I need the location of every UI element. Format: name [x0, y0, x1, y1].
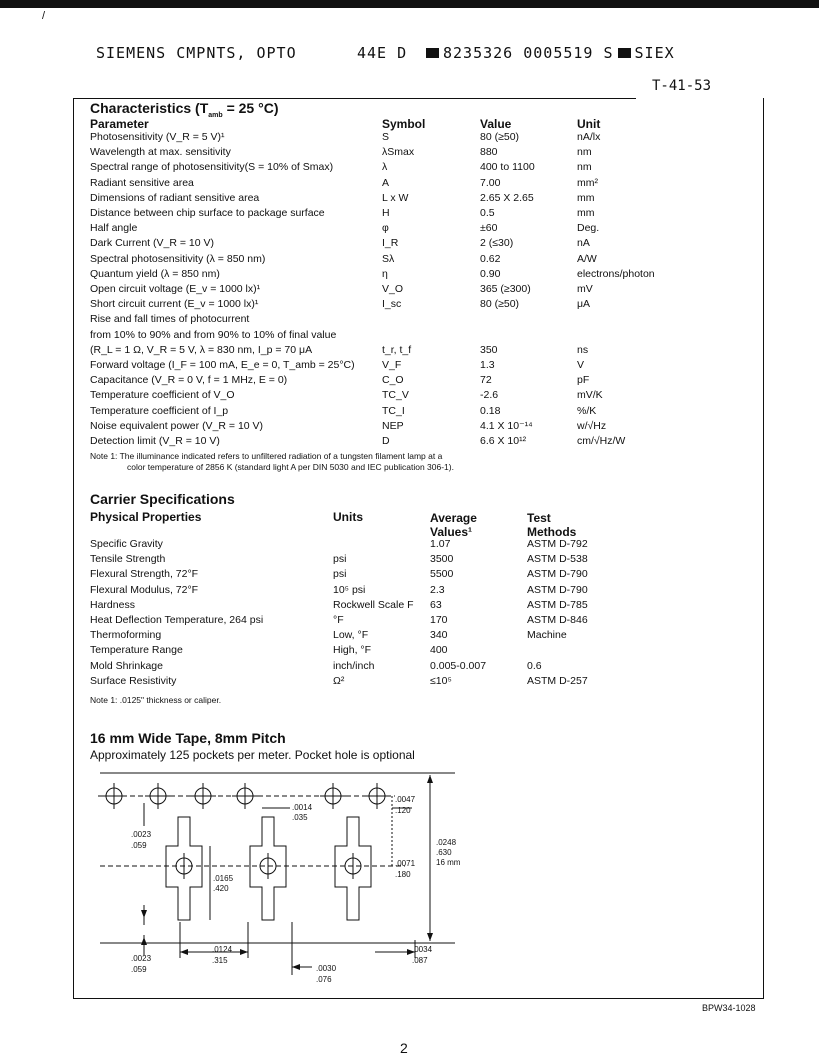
carrier-cell-prop: Surface Resistivity — [90, 674, 177, 687]
carrier-cell-avg: 0.005-0.007 — [430, 659, 487, 672]
characteristics-cell-symbol: I_sc — [382, 298, 402, 311]
dim-label: .0124 — [212, 945, 233, 954]
characteristics-cell-param: Capacitance (V_R = 0 V, f = 1 MHz, E = 0) — [90, 374, 288, 387]
characteristics-cell-value: 2.65 X 2.65 — [480, 191, 534, 204]
arrowhead — [427, 775, 433, 783]
characteristics-cell-symbol: C_O — [382, 374, 404, 387]
carrier-title: Carrier Specifications — [90, 491, 235, 507]
characteristics-cell-param: Distance between chip surface to package surface — [90, 207, 325, 219]
carrier-cell-units: psi — [333, 568, 347, 581]
tape-title: 16 mm Wide Tape, 8mm Pitch — [90, 730, 286, 746]
characteristics-cell-param: from 10% to 90% and from 90% to 10% of final value — [90, 328, 337, 341]
characteristics-cell-value: 400 to 1100 — [480, 161, 535, 174]
col-header-value: Value — [480, 117, 512, 131]
dim-label: .180 — [395, 870, 411, 879]
characteristics-cell-symbol: t_r, t_f — [382, 343, 412, 356]
dim-label: 16 mm — [436, 858, 461, 867]
header-code: 44E D — [357, 44, 408, 62]
carrier-col-units: Units — [333, 510, 363, 524]
carrier-cell-prop: Heat Deflection Temperature, 264 psi — [90, 614, 264, 626]
carrier-cell-units: Low, °F — [333, 629, 369, 642]
characteristics-cell-unit: mm — [577, 207, 595, 219]
carrier-col-average-2: Values¹ — [430, 525, 473, 539]
carrier-cell-test: ASTM D-790 — [527, 583, 588, 596]
characteristics-cell-param: Dimensions of radiant sensitive area — [90, 191, 260, 204]
characteristics-cell-param: Quantum yield (λ = 850 nm) — [90, 267, 220, 280]
carrier-cell-prop: Flexural Modulus, 72°F — [90, 583, 199, 596]
characteristics-cell-param: Photosensitivity (V_R = 5 V)¹ — [90, 131, 225, 143]
characteristics-cell-param: Temperature coefficient of I_p — [90, 404, 229, 417]
characteristics-cell-symbol: I_R — [382, 237, 399, 250]
characteristics-cell-param: Wavelength at max. sensitivity — [90, 146, 231, 159]
characteristics-cell-value: 350 — [480, 343, 498, 356]
carrier-cell-test: ASTM D-257 — [527, 674, 588, 687]
dim-label: .0030 — [316, 964, 337, 973]
carrier-cell-test: ASTM D-792 — [527, 538, 588, 550]
carrier-cell-prop: Hardness — [90, 598, 135, 611]
characteristics-cell-symbol: η — [382, 267, 388, 280]
characteristics-cell-unit: %/K — [577, 404, 597, 417]
scan-mark: / — [42, 10, 46, 22]
carrier-cell-units: Ω² — [333, 674, 345, 687]
characteristics-title: Characteristics ($T_{amb} = 25$ °C) — [90, 100, 279, 120]
characteristics-cell-symbol: L x W — [382, 191, 409, 204]
page-mark: 2 — [400, 1040, 408, 1056]
characteristics-cell-param: Spectral range of photosensitivity(S = 10% of Smax) — [90, 161, 334, 174]
characteristics-cell-unit: ns — [577, 343, 589, 356]
characteristics-cell-param: Short circuit current (E_v = 1000 lx)¹ — [90, 298, 259, 311]
characteristics-cell-param: Open circuit voltage (E_v = 1000 lx)¹ — [90, 283, 261, 295]
header-number: 8235326 0005519 S — [443, 44, 614, 62]
characteristics-cell-unit: mV/K — [577, 389, 603, 402]
dim-label: .630 — [436, 848, 452, 857]
characteristics-cell-unit: nm — [577, 161, 592, 174]
arrowhead — [427, 933, 433, 941]
carrier-cell-test: ASTM D-790 — [527, 568, 588, 581]
carrier-cell-avg: ≤10⁵ — [430, 674, 452, 687]
characteristics-cell-symbol: A — [382, 176, 390, 189]
arrowhead — [240, 949, 248, 955]
characteristics-cell-unit: pF — [577, 374, 590, 387]
dim-label: .0047 — [395, 795, 416, 804]
carrier-cell-units: Rockwell Scale F — [333, 598, 414, 611]
carrier-cell-prop: Temperature Range — [90, 644, 183, 657]
dim-label: .076 — [316, 975, 332, 984]
characteristics-cell-value: 2 (≤30) — [480, 237, 514, 250]
characteristics-cell-param: Dark Current (V_R = 10 V) — [90, 237, 215, 250]
carrier-cell-prop: Thermoforming — [90, 629, 162, 642]
dim-label: .0248 — [436, 838, 457, 847]
carrier-cell-avg: 5500 — [430, 568, 454, 581]
carrier-cell-prop: Mold Shrinkage — [90, 659, 163, 672]
header-siex: SIEX — [634, 44, 675, 62]
arrowhead — [180, 949, 188, 955]
sprocket-hole — [320, 783, 346, 809]
characteristics-cell-unit: V — [577, 359, 585, 371]
carrier-cell-test: 0.6 — [527, 659, 542, 672]
characteristics-cell-param: Forward voltage (I_F = 100 mA, E_e = 0, T_amb = 25°C) — [90, 359, 355, 371]
characteristics-cell-unit: mm — [577, 191, 595, 204]
arrowhead — [141, 937, 147, 945]
carrier-cell-test: ASTM D-785 — [527, 598, 588, 611]
characteristics-cell-unit: Deg. — [577, 222, 600, 235]
dim-label: .0034 — [412, 945, 433, 954]
carrier-cell-units: High, °F — [333, 644, 372, 657]
col-header-unit: Unit — [577, 117, 601, 131]
characteristics-cell-symbol: TC_V — [382, 389, 409, 402]
dim-label: .0023 — [131, 954, 152, 963]
doc-ref: T-41-53 — [652, 78, 712, 94]
carrier-cell-units: psi — [333, 553, 347, 566]
characteristics-cell-value: 80 (≥50) — [480, 131, 520, 143]
carrier-cell-test: ASTM D-538 — [527, 553, 588, 566]
carrier-col-average: Average — [430, 511, 477, 525]
characteristics-cell-unit: A/W — [577, 252, 597, 265]
carrier-cell-avg: 2.3 — [430, 583, 445, 596]
characteristics-cell-symbol: S — [382, 131, 390, 143]
carrier-cell-avg: 170 — [430, 614, 448, 626]
dim-label: .0014 — [292, 803, 313, 812]
carrier-cell-avg: 63 — [430, 598, 442, 611]
characteristics-cell-unit: nm — [577, 146, 592, 159]
dim-label: .315 — [212, 956, 228, 965]
carrier-cell-units: °F — [333, 614, 344, 626]
characteristics-cell-symbol: D — [382, 435, 390, 447]
sprocket-hole — [190, 783, 216, 809]
sprocket-hole — [101, 783, 127, 809]
characteristics-cell-param: Temperature coefficient of V_O — [90, 389, 235, 402]
dim-label: .0165 — [213, 874, 234, 883]
arrowhead — [141, 910, 147, 918]
characteristics-note-line1: Note 1: The illuminance indicated refers to unfiltered radiation of a tungsten filament lamp at a — [90, 451, 443, 461]
carrier-cell-avg: 400 — [430, 644, 448, 657]
characteristics-cell-value: -2.6 — [480, 389, 499, 402]
dim-label: .059 — [131, 965, 147, 974]
carrier-cell-test: Machine — [527, 629, 567, 642]
characteristics-cell-param: Rise and fall times of photocurrent — [90, 313, 250, 326]
characteristics-cell-param: Radiant sensitive area — [90, 176, 194, 189]
carrier-cell-test: ASTM D-846 — [527, 614, 588, 626]
characteristics-cell-value: 1.3 — [480, 359, 495, 371]
characteristics-cell-symbol: NEP — [382, 419, 404, 432]
col-header-symbol: Symbol — [382, 117, 426, 131]
dim-label: .035 — [292, 813, 308, 822]
dim-label: .059 — [131, 841, 147, 850]
characteristics-cell-symbol: TC_I — [382, 404, 405, 417]
characteristics-cell-unit: nA — [577, 237, 590, 250]
col-header-parameter: Parameter — [90, 117, 149, 131]
carrier-cell-avg: 1.07 — [430, 538, 451, 550]
characteristics-cell-value: 72 — [480, 374, 492, 387]
carrier-col-test-2: Methods — [527, 525, 577, 539]
characteristics-cell-symbol: V_O — [382, 283, 404, 295]
characteristics-cell-value: 880 — [480, 146, 498, 159]
dim-label: .120 — [395, 806, 411, 815]
dim-label: .420 — [213, 884, 229, 893]
characteristics-cell-value: 4.1 X 10⁻¹⁴ — [480, 419, 533, 432]
characteristics-cell-unit: w/√Hz — [577, 419, 607, 432]
carrier-cell-avg: 340 — [430, 629, 448, 642]
carrier-col-properties: Physical Properties — [90, 510, 202, 524]
characteristics-cell-value: ±60 — [480, 222, 498, 235]
characteristics-cell-symbol: Sλ — [382, 252, 395, 265]
dim-label: .0071 — [395, 859, 416, 868]
sprocket-hole — [364, 783, 390, 809]
characteristics-cell-param: (R_L = 1 Ω, V_R = 5 V, λ = 830 nm, I_p = 70 μA — [90, 343, 313, 356]
characteristics-cell-value: 7.00 — [480, 176, 501, 189]
carrier-cell-prop: Specific Gravity — [90, 538, 163, 550]
dim-label: .087 — [412, 956, 428, 965]
characteristics-cell-param: Noise equivalent power (V_R = 10 V) — [90, 419, 264, 432]
characteristics-cell-value: 0.18 — [480, 404, 501, 417]
characteristics-cell-param: Half angle — [90, 222, 138, 235]
characteristics-cell-symbol: V_F — [382, 359, 402, 371]
characteristics-cell-symbol: φ — [382, 222, 389, 235]
characteristics-cell-unit: μA — [577, 298, 591, 311]
dim-label: .0023 — [131, 830, 152, 839]
characteristics-cell-param: Detection limit (V_R = 10 V) — [90, 435, 220, 447]
characteristics-cell-symbol: H — [382, 207, 390, 219]
characteristics-cell-symbol: λSmax — [382, 146, 415, 159]
carrier-cell-units: 10⁵ psi — [333, 583, 366, 596]
carrier-cell-avg: 3500 — [430, 553, 454, 566]
footer-code: BPW34-1028 — [702, 1003, 756, 1013]
characteristics-note-line2: color temperature of 2856 K (standard light A per DIN 5030 and IEC publication 306-1). — [127, 462, 454, 472]
tape-subtitle: Approximately 125 pockets per meter. Pocket hole is optional — [90, 748, 415, 762]
characteristics-cell-unit: nA/lx — [577, 131, 601, 143]
carrier-cell-units: inch/inch — [333, 659, 375, 672]
arrowhead — [292, 964, 300, 970]
characteristics-cell-value: 80 (≥50) — [480, 298, 520, 311]
characteristics-cell-value: 0.5 — [480, 207, 495, 219]
header-left: SIEMENS CMPNTS, OPTO — [96, 44, 297, 62]
sprocket-hole — [232, 783, 258, 809]
characteristics-cell-unit: electrons/photon — [577, 267, 655, 280]
characteristics-cell-value: 365 (≥300) — [480, 283, 531, 295]
characteristics-cell-value: 6.6 X 10¹² — [480, 435, 527, 447]
characteristics-cell-unit: mm² — [577, 176, 598, 189]
carrier-col-test: Test — [527, 511, 551, 525]
characteristics-cell-param: Spectral photosensitivity (λ = 850 nm) — [90, 252, 266, 265]
carrier-cell-prop: Tensile Strength — [90, 553, 166, 566]
characteristics-cell-symbol: λ — [382, 161, 388, 174]
characteristics-cell-unit: cm/√Hz/W — [577, 435, 626, 447]
characteristics-cell-value: 0.62 — [480, 252, 501, 265]
sprocket-hole — [145, 783, 171, 809]
carrier-note: Note 1: .0125" thickness or caliper. — [90, 695, 222, 705]
characteristics-cell-unit: mV — [577, 283, 593, 295]
carrier-cell-prop: Flexural Strength, 72°F — [90, 568, 199, 581]
characteristics-cell-value: 0.90 — [480, 267, 501, 280]
